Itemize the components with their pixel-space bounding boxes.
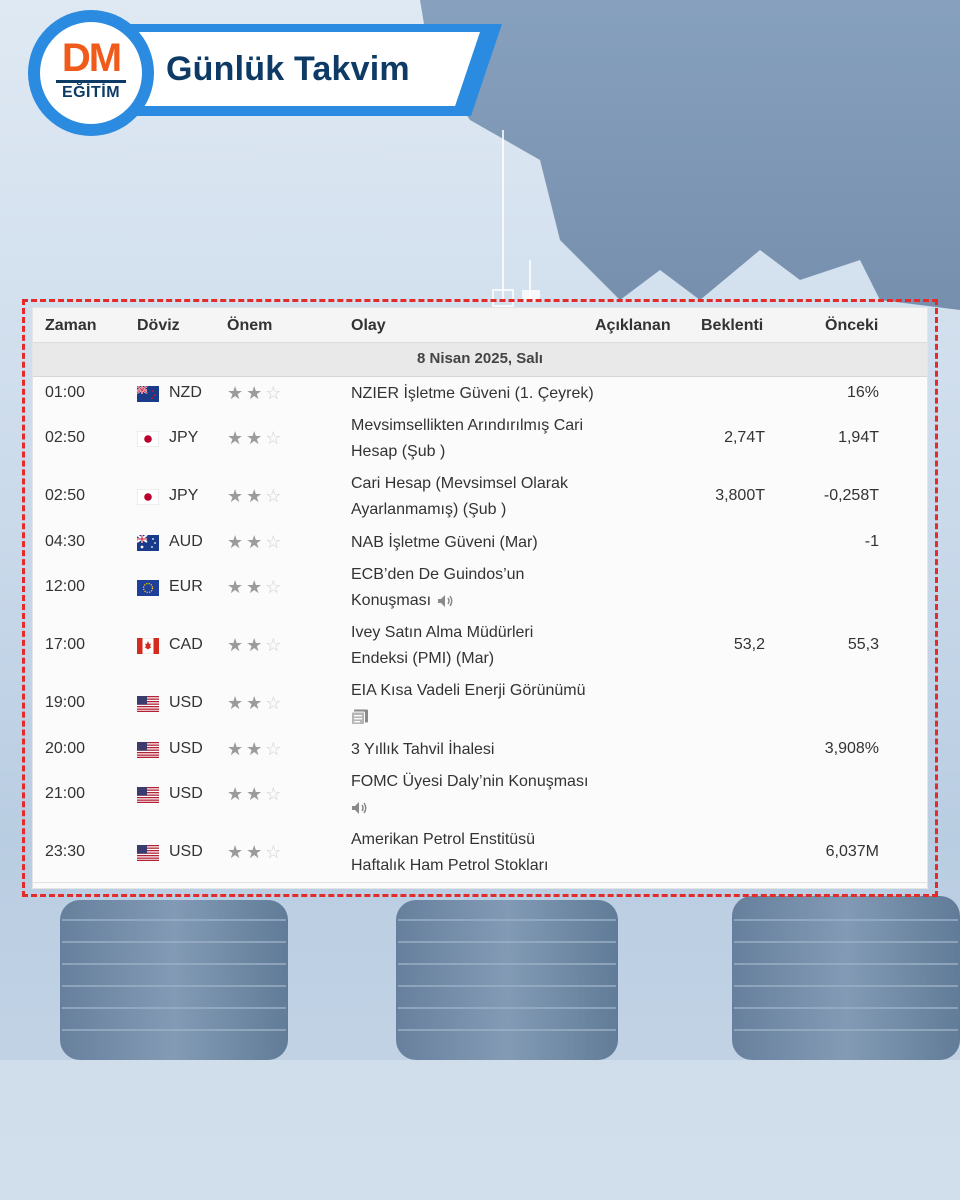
event-title-text: Cari Hesap (Mevsimsel Olarak	[351, 475, 568, 492]
calendar-table	[33, 308, 927, 888]
event-currency: USD	[169, 785, 203, 802]
event-time: 20:00	[45, 740, 86, 757]
event-title-line	[351, 737, 611, 763]
event-time: 12:00	[45, 578, 86, 595]
star-empty-icon: ☆	[265, 635, 285, 655]
star-filled-icon: ★	[227, 739, 247, 759]
event-previous: 3,908%	[824, 740, 879, 757]
event-title-line	[351, 530, 611, 556]
event-previous: 1,94T	[838, 429, 879, 446]
event-title-text: Endeksi (PMI) (Mar)	[351, 650, 495, 667]
importance-stars	[227, 635, 284, 656]
event-time: 04:30	[45, 533, 86, 550]
event-title-text: Haftalık Ham Petrol Stokları	[351, 857, 549, 874]
importance-stars	[227, 577, 284, 598]
logo-divider	[56, 80, 126, 83]
page-title: Günlük Takvim	[166, 50, 410, 88]
event-title-line	[351, 795, 611, 821]
speaker-icon[interactable]	[351, 799, 369, 816]
star-filled-icon: ★	[246, 532, 266, 552]
event-forecast: 2,74T	[724, 429, 765, 446]
event-title-text: Mevsimsellikten Arındırılmış Cari	[351, 417, 584, 434]
event-title-line	[351, 827, 611, 853]
event-currency: USD	[169, 694, 203, 711]
event-title[interactable]	[351, 737, 611, 763]
event-title-text: 3 Yıllık Tahvil İhalesi	[351, 741, 495, 758]
star-filled-icon: ★	[246, 383, 266, 403]
report-icon[interactable]	[351, 708, 369, 725]
event-title-line	[351, 769, 611, 795]
event-time: 21:00	[45, 785, 86, 802]
event-forecast: 3,800T	[715, 487, 765, 504]
event-title-line	[351, 853, 611, 879]
importance-stars	[227, 693, 284, 714]
event-title-text: Konuşması	[351, 592, 432, 609]
star-filled-icon: ★	[227, 383, 247, 403]
event-title-line	[351, 588, 611, 614]
event-title-line	[351, 471, 611, 497]
event-previous: -0,258T	[823, 487, 879, 504]
date-label: 8 Nisan 2025, Salı	[417, 350, 543, 367]
star-filled-icon: ★	[246, 693, 266, 713]
event-title-line	[351, 678, 611, 704]
event-time: 02:50	[45, 429, 86, 446]
event-title[interactable]	[351, 562, 611, 614]
table-row[interactable]	[33, 526, 927, 560]
event-title[interactable]	[351, 678, 611, 730]
flag-us-icon	[137, 845, 159, 861]
star-filled-icon: ★	[227, 428, 247, 448]
flag-au-icon	[137, 535, 159, 551]
event-title-text: EIA Kısa Vadeli Enerji Görünümü	[351, 682, 586, 699]
event-title-line	[351, 704, 611, 730]
star-empty-icon: ☆	[265, 842, 285, 862]
star-filled-icon: ★	[246, 739, 266, 759]
star-filled-icon: ★	[246, 486, 266, 506]
event-title[interactable]	[351, 827, 611, 879]
speaker-icon[interactable]	[431, 592, 455, 609]
header-badge	[28, 10, 488, 136]
star-empty-icon: ☆	[265, 532, 285, 552]
event-currency: USD	[169, 740, 203, 757]
star-empty-icon: ☆	[265, 784, 285, 804]
importance-stars	[227, 532, 284, 553]
logo-main-text: DM	[61, 36, 121, 80]
event-currency: CAD	[169, 636, 203, 653]
column-header-aciklanan[interactable]: Açıklanan	[595, 317, 671, 334]
table-row[interactable]	[33, 733, 927, 767]
event-currency: NZD	[169, 384, 202, 401]
importance-stars	[227, 784, 284, 805]
event-currency: JPY	[169, 429, 199, 446]
column-header-onceki[interactable]: Önceki	[825, 317, 879, 334]
event-forecast: 53,2	[733, 636, 765, 653]
event-title[interactable]	[351, 769, 611, 821]
star-filled-icon: ★	[227, 693, 247, 713]
star-filled-icon: ★	[227, 635, 247, 655]
event-title-text: Ivey Satın Alma Müdürleri	[351, 624, 534, 641]
event-time: 02:50	[45, 487, 86, 504]
event-title-text: Hesap (Şub )	[351, 443, 446, 460]
logo	[28, 10, 154, 136]
table-row[interactable]	[33, 468, 927, 527]
event-title-line	[351, 497, 611, 523]
star-filled-icon: ★	[227, 842, 247, 862]
event-title-line	[351, 413, 611, 439]
importance-stars	[227, 842, 284, 863]
event-title-text: Amerikan Petrol Enstitüsü	[351, 831, 536, 848]
event-previous: 6,037M	[825, 843, 879, 860]
table-row[interactable]	[33, 410, 927, 469]
event-title-text: NAB İşletme Güveni (Mar)	[351, 534, 538, 551]
event-title-line	[351, 439, 611, 465]
star-empty-icon: ☆	[265, 577, 285, 597]
event-time: 19:00	[45, 694, 86, 711]
event-title[interactable]	[351, 381, 611, 407]
event-currency: EUR	[169, 578, 203, 595]
event-title-line	[351, 620, 611, 646]
event-time: 17:00	[45, 636, 86, 653]
importance-stars	[227, 383, 284, 404]
event-title-text: NZIER İşletme Güveni (1. Çeyrek)	[351, 385, 594, 402]
star-filled-icon: ★	[246, 842, 266, 862]
flag-nz-icon	[137, 386, 159, 402]
column-header-onem[interactable]: Önem	[227, 317, 273, 334]
table-row[interactable]	[33, 766, 927, 825]
event-title-text: ECB’den De Guindos’un	[351, 566, 525, 583]
event-title-line	[351, 381, 611, 407]
column-header-zaman[interactable]: Zaman	[45, 317, 97, 334]
star-filled-icon: ★	[227, 577, 247, 597]
event-title[interactable]	[351, 620, 611, 672]
event-time: 01:00	[45, 384, 86, 401]
star-empty-icon: ☆	[265, 739, 285, 759]
event-title-line	[351, 646, 611, 672]
table-row[interactable]	[33, 824, 927, 883]
calendar-panel	[22, 299, 938, 897]
star-filled-icon: ★	[246, 577, 266, 597]
star-filled-icon: ★	[227, 486, 247, 506]
star-empty-icon: ☆	[265, 486, 285, 506]
event-title-text: FOMC Üyesi Daly’nin Konuşması	[351, 773, 589, 790]
star-filled-icon: ★	[227, 784, 247, 804]
table-header	[33, 308, 927, 343]
event-title-line	[351, 562, 611, 588]
event-currency: AUD	[169, 533, 203, 550]
event-title[interactable]	[351, 471, 611, 523]
column-header-doviz[interactable]: Döviz	[137, 317, 180, 334]
event-title[interactable]	[351, 530, 611, 556]
event-currency: USD	[169, 843, 203, 860]
flag-us-icon	[137, 787, 159, 803]
star-filled-icon: ★	[246, 784, 266, 804]
flag-ca-icon	[137, 638, 159, 654]
event-previous: 55,3	[847, 636, 879, 653]
importance-stars	[227, 739, 284, 760]
event-previous: 16%	[846, 384, 879, 401]
table-row[interactable]	[33, 617, 927, 676]
logo-sub-text: EĞİTİM	[61, 84, 121, 101]
importance-stars	[227, 428, 284, 449]
table-row[interactable]	[33, 377, 927, 411]
star-filled-icon: ★	[246, 635, 266, 655]
star-empty-icon: ☆	[265, 383, 285, 403]
flag-jp-icon	[137, 489, 159, 505]
flag-us-icon	[137, 696, 159, 712]
event-previous: -1	[864, 533, 879, 550]
column-header-olay[interactable]: Olay	[351, 317, 386, 334]
flag-eu-icon	[137, 580, 159, 596]
event-currency: JPY	[169, 487, 199, 504]
star-filled-icon: ★	[246, 428, 266, 448]
star-empty-icon: ☆	[265, 693, 285, 713]
column-header-beklenti[interactable]: Beklenti	[701, 317, 764, 334]
event-title[interactable]	[351, 413, 611, 465]
flag-jp-icon	[137, 431, 159, 447]
star-empty-icon: ☆	[265, 428, 285, 448]
event-time: 23:30	[45, 843, 86, 860]
flag-us-icon	[137, 742, 159, 758]
date-group-header	[33, 343, 927, 377]
importance-stars	[227, 486, 284, 507]
star-filled-icon: ★	[227, 532, 247, 552]
table-row[interactable]	[33, 675, 927, 734]
table-row[interactable]	[33, 559, 927, 618]
event-title-text: Ayarlanmamış) (Şub )	[351, 501, 507, 518]
